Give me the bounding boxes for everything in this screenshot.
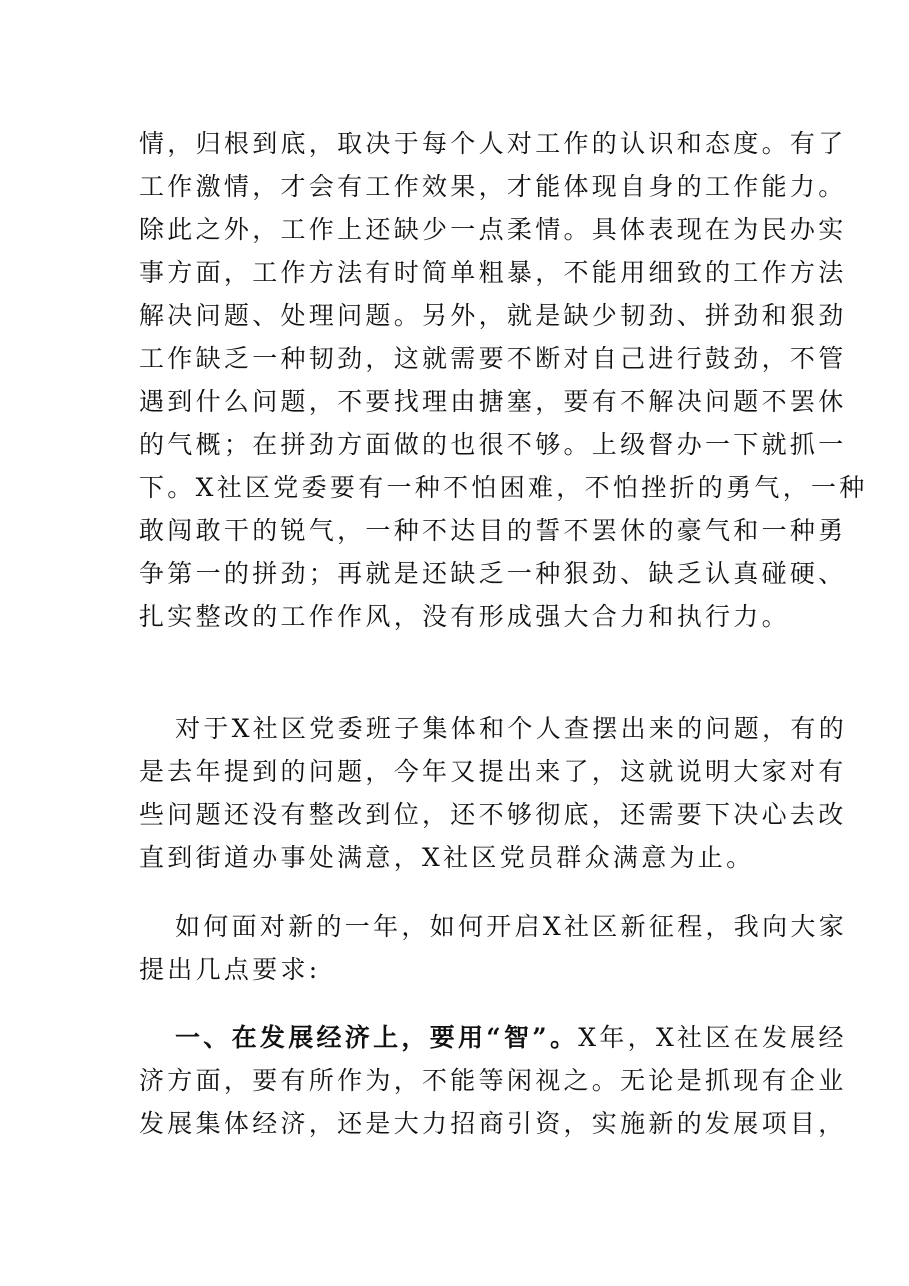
text-line: 解决问题、处理问题。另外，就是缺少韧劲、拼劲和狠劲: [139, 301, 847, 330]
text-line: 争第一的拼劲；再就是还缺乏一种狠劲、缺乏认真碰硬、: [139, 559, 847, 588]
text-line: 情，归根到底，取决于每个人对工作的认识和态度。有了: [139, 129, 847, 158]
text-line: 如何面对新的一年，如何开启X社区新征程，我向大家: [175, 912, 847, 941]
text-line: 些问题还没有整改到位，还不够彻底，还需要下决心去改: [139, 800, 847, 829]
text-line: [139, 1016, 847, 1059]
text-line: 下。X社区党委要有一种不怕困难，不怕挫折的勇气，一种: [139, 473, 868, 502]
text-line: 遇到什么问题，不要找理由搪塞，要有不解决问题不罢休: [139, 387, 847, 416]
text-line: 是去年提到的问题，今年又提出来了，这就说明大家对有: [139, 757, 847, 786]
text-line: 事方面，工作方法有时简单粗暴，不能用细致的工作方法: [139, 258, 847, 287]
text-line: 工作缺乏一种韧劲，这就需要不断对自己进行鼓劲，不管: [139, 344, 847, 373]
text-line: 对于X社区党委班子集体和个人查摆出来的问题，有的: [175, 714, 847, 743]
text-line: 济方面，要有所作为，不能等闲视之。无论是抓现有企业: [139, 1066, 847, 1095]
heading-line-rest: X年，X社区在发展经: [578, 1023, 847, 1052]
text-line: 发展集体经济，还是大力招商引资，实施新的发展项目，: [139, 1109, 847, 1138]
text-line: 提出几点要求:: [139, 955, 321, 984]
text-line: 敢闯敢干的锐气，一种不达目的誓不罢休的豪气和一种勇: [139, 516, 847, 545]
paragraph-1: [139, 122, 868, 638]
section-heading: 一、在发展经济上，要用“智”。: [175, 1023, 579, 1052]
text-line: 除此之外，工作上还缺少一点柔情。具体表现在为民办实: [139, 215, 847, 244]
text-line: 的气概；在拼劲方面做的也很不够。上级督办一下就抓一: [139, 430, 847, 459]
text-line: 工作激情，才会有工作效果，才能体现自身的工作能力。: [139, 172, 847, 201]
paragraph-2: [139, 707, 847, 879]
paragraph-4: [139, 1016, 847, 1145]
text-line: 扎实整改的工作作风，没有形成强大合力和执行力。: [139, 602, 790, 631]
paragraph-3: [139, 905, 847, 991]
text-line: 直到街道办事处满意，X社区党员群众满意为止。: [139, 843, 755, 872]
